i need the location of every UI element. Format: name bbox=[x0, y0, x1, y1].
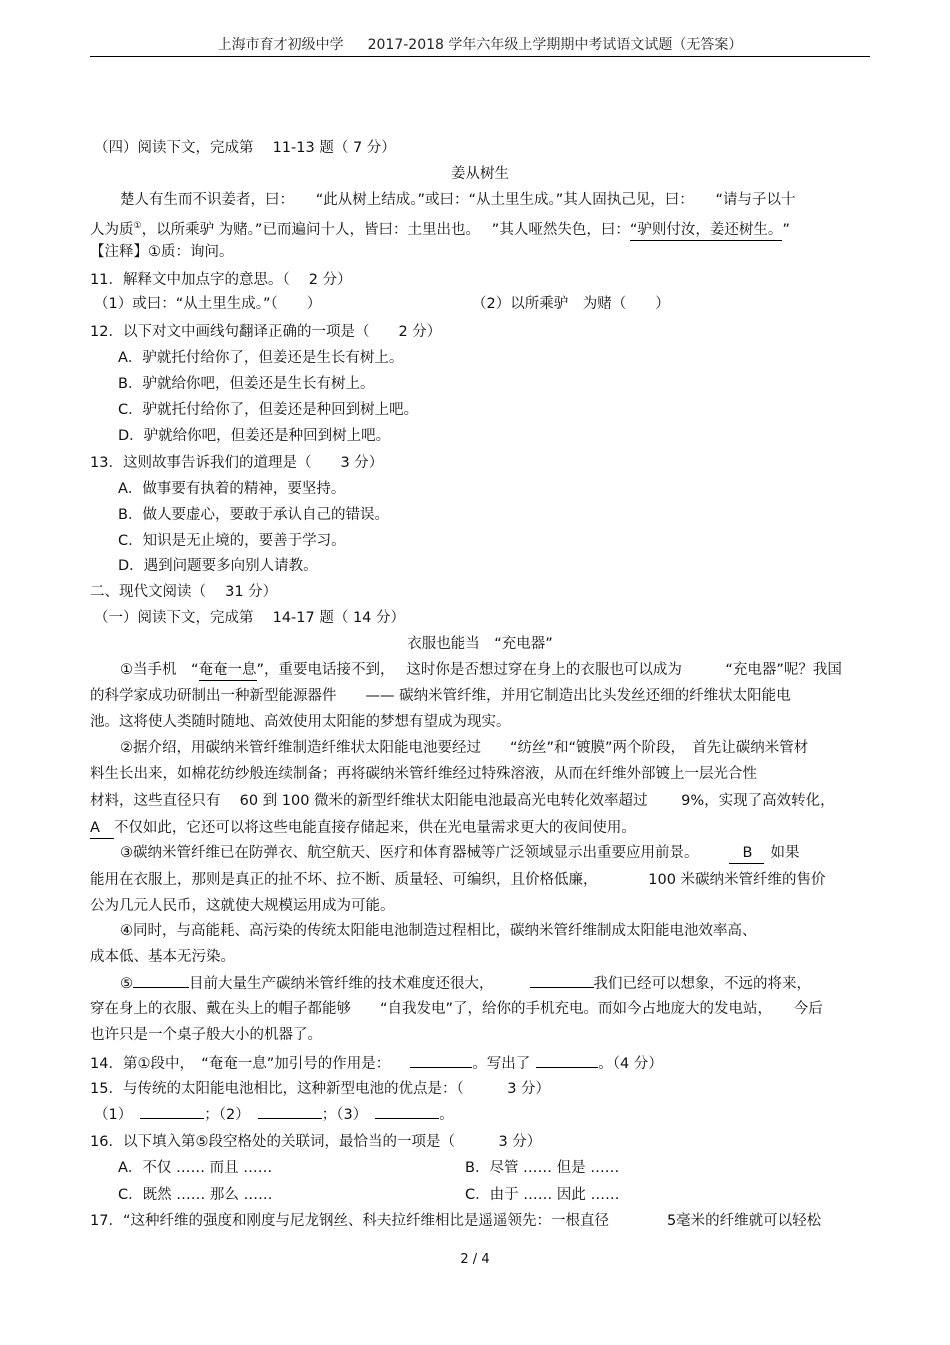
q13-option-b: B．做人要虚心，要敢于承认自己的错误。 bbox=[118, 507, 389, 523]
q15-label: （1） bbox=[94, 1107, 133, 1123]
q16-option-c: C．既然 …… 那么 …… bbox=[118, 1187, 273, 1203]
q12-option-a: A．驴就托付给你了，但姜还是生长有树上。 bbox=[118, 350, 404, 366]
part2-heading: 二、现代文阅读（ 31 分） bbox=[90, 584, 278, 600]
para1-line-3: 池。这将使人类随时随地、高效使用太阳能的梦想有望成为现实。 bbox=[90, 714, 511, 730]
q16-option-d: C．由于 …… 因此 …… bbox=[465, 1187, 620, 1203]
story-text: 人为质 bbox=[90, 221, 134, 238]
para2-line-2: 料生长出来，如棉花纺纱般连续制备；再将碳纳米管纤维经过特殊溶液，从而在纤维外部镀上一层光合性 bbox=[90, 766, 757, 782]
q13-option-a: A．做事要有执着的精神，要坚持。 bbox=[118, 481, 346, 497]
para3-line-3: 公为几元人民币，这就使大规模运用成为可能。 bbox=[90, 898, 395, 914]
q11-part-2: （2）以所乘驴 为赌（ ） bbox=[472, 296, 670, 312]
q12-option-c: C．驴就托付给你了，但姜还是种回到树上吧。 bbox=[118, 402, 419, 418]
q13-option-c: C．知识是无止境的，要善于学习。 bbox=[118, 533, 346, 549]
q12-option-b: B．驴就给你吧，但姜还是生长有树上。 bbox=[118, 376, 375, 392]
para4-line-2: 成本低、基本无污染。 bbox=[90, 949, 235, 965]
q15-label: ；（2） bbox=[204, 1107, 250, 1123]
para5-line-3: 也许只是一个桌子般大小的机器了。 bbox=[90, 1027, 322, 1043]
para1-line-2: 的科学家成功研制出一种新型能源器件 —— 碳纳米管纤维，并用它制造出比头发丝还细的纤维状太阳能电 bbox=[90, 688, 791, 704]
q14-text: 。（4 分） bbox=[598, 1056, 663, 1072]
para2-line-3: 材料，这些直径只有 60 到 100 微米的新型纤维状太阳能电池最高光电转化效率超过 9%，实现了高效转化， bbox=[90, 793, 835, 809]
blank-line bbox=[133, 973, 189, 988]
q15-label: 。 bbox=[439, 1107, 454, 1123]
q13-option-d: D．遇到问题要多向别人请教。 bbox=[118, 558, 318, 574]
q13-stem: 13．这则故事告诉我们的道理是（ 3 分） bbox=[90, 455, 384, 471]
annotation-note: 【注释】①质：询问。 bbox=[90, 244, 234, 260]
section4-intro: （四）阅读下文，完成第 11-13 题（ 7 分） bbox=[94, 140, 396, 156]
para5-line-2: 穿在身上的衣服、戴在头上的帽子都能够 “自我发电”了，给你的手机充电。而如今占地庞大的发电站， 今后 bbox=[90, 1001, 823, 1017]
answer-blank bbox=[536, 1053, 598, 1068]
para2-line-1: ②据介绍，用碳纳米管纤维制造纤维状太阳能电池要经过 “纺丝”和“镀膜”两个阶段， 首先让碳纳米管材 bbox=[120, 740, 809, 756]
q15-stem: 15．与传统的太阳能电池相比，这种新型电池的优点是：（ 3 分） bbox=[90, 1081, 551, 1097]
answer-blank bbox=[375, 1104, 439, 1119]
q14-text: 。写出了 bbox=[472, 1056, 531, 1072]
story-line-2 bbox=[90, 216, 790, 241]
para5-line-1 bbox=[120, 973, 811, 994]
para-text: 我们已经可以想象，不远的将来， bbox=[593, 976, 811, 992]
q11-stem: 11．解释文中加点字的意思。（ 2 分） bbox=[90, 272, 352, 288]
story-text: ” bbox=[782, 221, 790, 238]
q14-stem bbox=[90, 1053, 663, 1074]
para3-line-2: 能用在衣服上，那则是真正的扯不坏、拉不断、质量轻、可编织，且价格低廉， 100 米碳纳米管纤维的售价 bbox=[90, 872, 826, 888]
q17-stem: 17．“这种纤维的强度和刚度与尼龙钢丝、科夫拉纤维相比是遥遥领先：一根直径 5毫米的纤维就可以轻松 bbox=[90, 1213, 822, 1229]
article-title: 衣服也能当 “充电器” bbox=[407, 636, 553, 652]
para-text: 目前大量生产碳纳米管纤维的技术难度还很大， bbox=[189, 976, 494, 992]
para2-line-4 bbox=[90, 818, 636, 839]
para-text: ⑤ bbox=[120, 976, 133, 992]
note-marker: ① bbox=[133, 221, 142, 231]
q14-text: 14．第①段中， “奄奄一息”加引号的作用是： bbox=[90, 1056, 391, 1072]
answer-blank bbox=[258, 1104, 322, 1119]
story-text: ，以所乘驴 为赌。”已而遍问十人，皆曰：土里出也。 ”其人哑然失色，曰： bbox=[141, 221, 630, 238]
para1-line-1 bbox=[120, 660, 842, 681]
para-text: ③碳纳米管纤维已在防弹衣、航空航天、医疗和体育器械等广泛领域显示出重要应用前景。 bbox=[120, 845, 699, 861]
story-line-1: 楚人有生而不识姜者，曰： “此从树上结成。”或曰：“从土里生成。”其人固执己见，曰： “请与子以十 bbox=[120, 192, 796, 208]
q12-option-d: D．驴就给你吧，但姜还是种回到树上吧。 bbox=[118, 428, 391, 444]
page-header bbox=[90, 34, 870, 54]
q16-stem: 16．以下填入第⑤段空格处的关联词，最恰当的一项是（ 3 分） bbox=[90, 1134, 542, 1150]
header-rule bbox=[90, 56, 870, 57]
para-text: 不仅如此，它还可以将这些电能直接存储起来，供在光电量需求更大的夜间使用。 bbox=[113, 820, 636, 836]
header-exam-title: 2017-2018 学年六年级上学期期中考试语文试题（无答案） bbox=[367, 37, 743, 53]
blank-b: B bbox=[729, 843, 765, 864]
header-school: 上海市育才初级中学 bbox=[217, 37, 344, 53]
q16-option-b: B．尽管 …… 但是 …… bbox=[465, 1160, 620, 1176]
part2-intro: （一）阅读下文，完成第 14-17 题（ 14 分） bbox=[94, 610, 406, 626]
page-number: 2 / 4 bbox=[460, 1252, 490, 1267]
para4-line-1: ④同时，与高能耗、高污染的传统太阳能电池制造过程相比，碳纳米管纤维制成太阳能电池效率高、 bbox=[120, 923, 757, 939]
blank-line bbox=[530, 973, 594, 988]
q15-answers bbox=[94, 1104, 454, 1125]
blank-a: A bbox=[90, 818, 114, 839]
story-title: 姜从树生 bbox=[451, 166, 509, 182]
q16-option-a: A．不仅 …… 而且 …… bbox=[118, 1160, 273, 1176]
q15-label: ；（3） bbox=[321, 1107, 368, 1123]
underlined-sentence: “驴则付汝，姜还树生。 bbox=[630, 220, 783, 241]
para-text: ”，重要电话接不到， 这时你是否想过穿在身上的衣服也可以成为 “充电器”呢？我国 bbox=[256, 662, 842, 678]
para-text: 如果 bbox=[770, 845, 800, 861]
q11-part-1: （1）或曰：“从土里生成。”（ ） bbox=[94, 296, 322, 312]
underlined-phrase: 奄奄一息 bbox=[199, 660, 257, 681]
para-text: ①当手机 “ bbox=[120, 662, 199, 678]
answer-blank bbox=[410, 1053, 472, 1068]
q12-stem: 12．以下对文中画线句翻译正确的一项是（ 2 分） bbox=[90, 324, 442, 340]
para3-line-1 bbox=[120, 843, 799, 864]
answer-blank bbox=[140, 1104, 204, 1119]
